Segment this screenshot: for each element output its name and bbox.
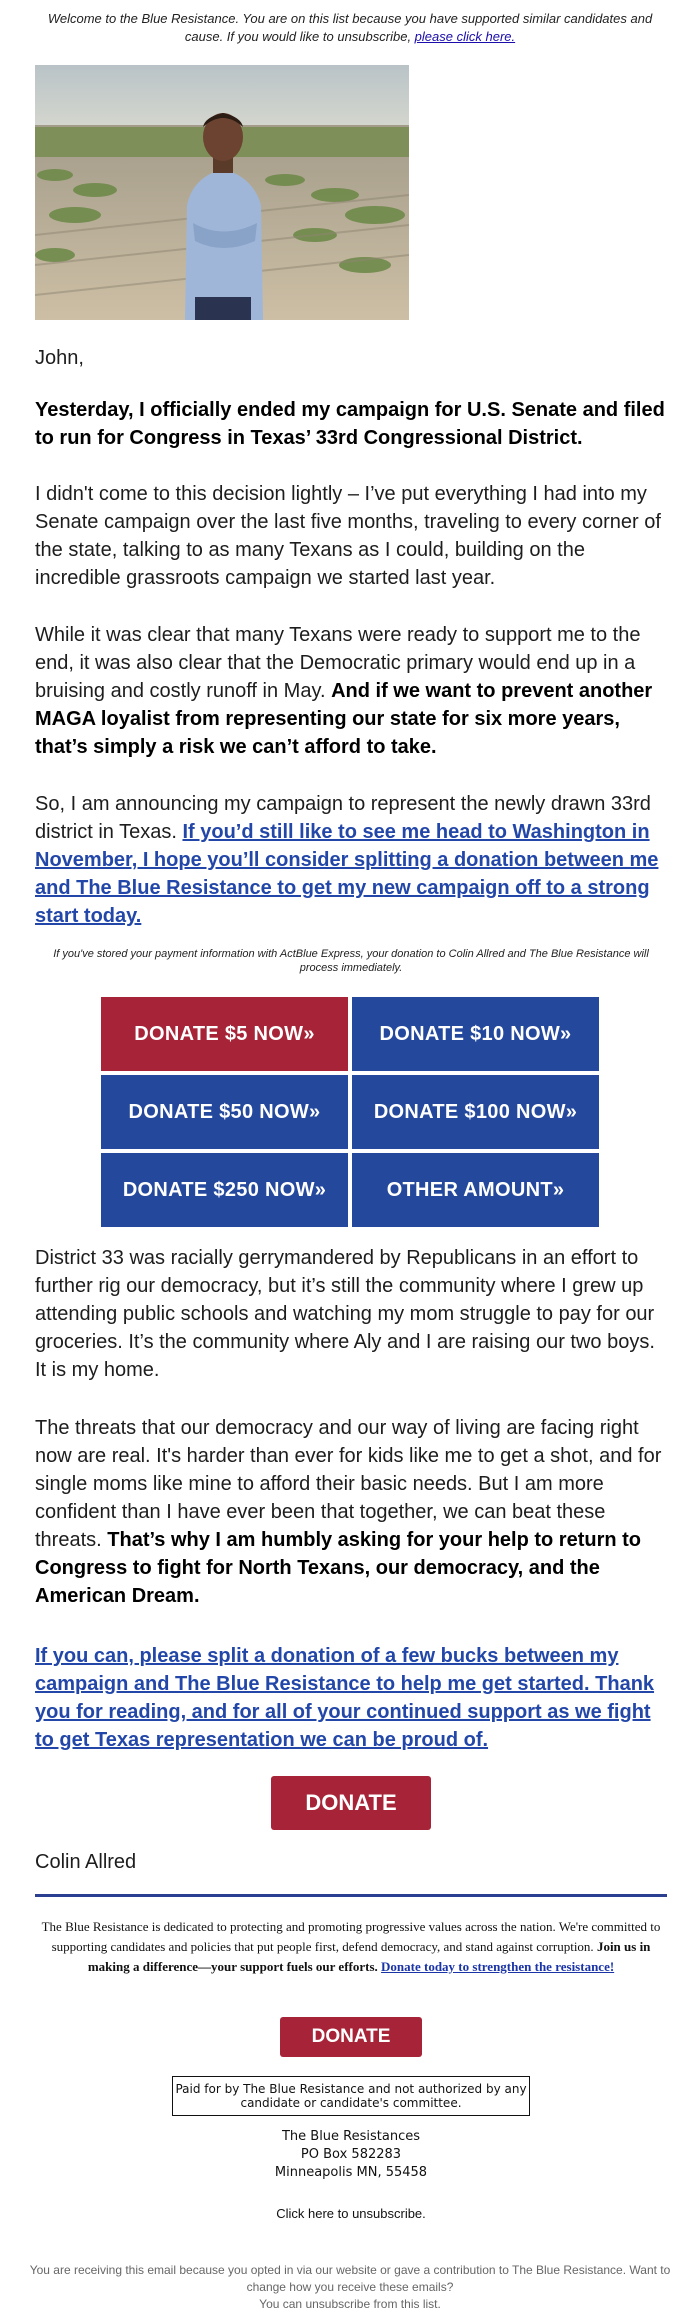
unsubscribe-link[interactable]: Click here to unsubscribe. (276, 2206, 426, 2221)
paragraph-4 (35, 790, 667, 930)
paragraph-7 (35, 1642, 667, 1754)
candidate-photo (35, 65, 409, 320)
hero-photo (35, 65, 409, 320)
paragraph-1-bold: Yesterday, I officially ended my campaign for U.S. Senate and filed to run for Congress in Texas’ 33rd Congressional District. (35, 399, 665, 449)
top-notice (35, 10, 665, 46)
donation-link-1[interactable]: If you’d still like to see me head to Washington in November, I hope you’ll consider splitting a donation between me and The Blue Resistance to get my new campaign off to a strong start today. (35, 821, 659, 927)
footer-mission (35, 1917, 667, 1977)
donate-10-button[interactable]: DONATE $10 NOW» (351, 996, 600, 1072)
greeting: John, (35, 347, 84, 369)
donate-100-button[interactable]: DONATE $100 NOW» (351, 1074, 600, 1150)
paragraph-5: District 33 was racially gerrymandered by Republicans in an effort to further rig our democracy, but it’s still the community where I grew up attending public schools and watching my mom struggle to pay for our groceries. It’s the community where Aly and I are raising our two boys. It is my home. (35, 1247, 655, 1381)
donation-link-2[interactable]: If you can, please split a donation of a few bucks between my campaign and The Blue Resistance to help me get started. Thank you for reading, and for all of your continued support as we fight to get Texas representation we can be proud of. (35, 1645, 655, 1751)
paragraph-4-text: So, I am announcing my campaign to represent the newly drawn 33rd district in Texas. (35, 793, 651, 843)
paragraph-6-text: The threats that our democracy and our way of living are facing right now are real. It's harder than ever for kids like me to get a shot, and for single moms like mine to afford their basic needs. But I am more confident than I have ever been that together, we can beat these threats. (35, 1417, 662, 1551)
footer-donate-link[interactable]: Donate today to strengthen the resistance! (381, 1959, 615, 1974)
notice-text: Welcome to the Blue Resistance. You are on this list because you have supported similar candidates and cause. If you would like to unsubscribe, (47, 11, 653, 44)
address-line-1: The Blue Resistances (281, 2129, 421, 2144)
donate-main-button[interactable]: DONATE (271, 1776, 431, 1830)
paragraph-6-bold: That’s why I am humbly asking for your help to return to Congress to fight for North Texans, our democracy, and the American Dream. (35, 1529, 642, 1607)
paragraph-3-text: While it was clear that many Texans were ready to support me to the end, it was also clear that the Democratic primary would end up in a bruising and costly runoff in May. (35, 624, 641, 702)
address-line-2: PO Box 582283 (300, 2147, 402, 2162)
paragraph-2: I didn't come to this decision lightly – I’ve put everything I had into my Senate campaign over the last five months, traveling to every corner of the state, talking to as many Texans as I could, building on the incredible grassroots campaign we started last year. (35, 483, 661, 589)
paragraph-3-bold: And if we want to prevent another MAGA loyalist from representing our state for six more years, that’s simply a risk we can’t afford to take. (35, 680, 653, 758)
bottom-notice-line-1: You are receiving this email because you opted in via our website or gave a contribution to The Blue Resistance. Want to change how you receive these emails? (29, 2263, 671, 2294)
bottom-notice (25, 2262, 675, 2313)
signature: Colin Allred (35, 1851, 137, 1873)
footer-divider (35, 1894, 667, 1897)
donate-50-button[interactable]: DONATE $50 NOW» (100, 1074, 349, 1150)
paid-for-disclaimer: Paid for by The Blue Resistance and not authorized by any candidate or candidate's committee. (172, 2076, 530, 2116)
footer-donate-button[interactable]: DONATE (280, 2017, 422, 2057)
donate-5-button[interactable]: DONATE $5 NOW» (100, 996, 349, 1072)
paragraph-6 (35, 1414, 667, 1610)
unsubscribe-top-link[interactable]: please click here. (414, 29, 516, 44)
paragraph-1 (35, 396, 667, 452)
paragraph-3 (35, 621, 667, 761)
other-amount-button[interactable]: OTHER AMOUNT» (351, 1152, 600, 1228)
footer-mission-text: The Blue Resistance is dedicated to protecting and promoting progressive values across the nation. We're committed to supporting candidates and policies that put people first, defend democracy, and stand against corruption. (41, 1919, 661, 1954)
footer-mission-bold: Join us in making a difference—your support fuels our efforts. (87, 1939, 651, 1974)
donate-250-button[interactable]: DONATE $250 NOW» (100, 1152, 349, 1228)
donate-grid (100, 996, 602, 1228)
bottom-unsubscribe-link[interactable]: You can unsubscribe from this list. (259, 2297, 441, 2311)
actblue-note: If you've stored your payment information with ActBlue Express, your donation to Colin Allred and The Blue Resistance will process immediately. (53, 948, 649, 974)
mailing-address (35, 2128, 667, 2182)
address-line-3: Minneapolis MN, 55458 (274, 2165, 428, 2180)
